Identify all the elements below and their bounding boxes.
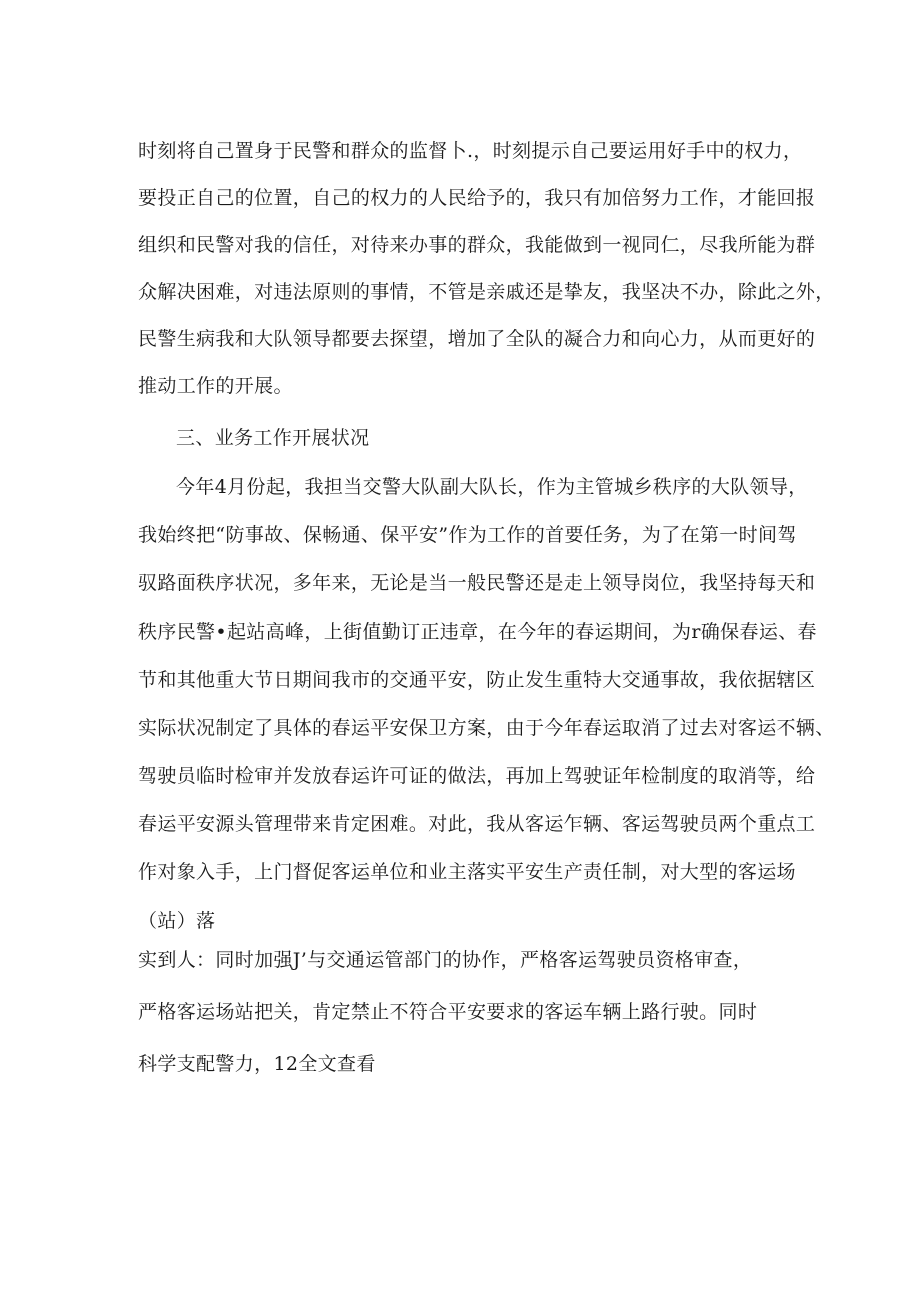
paragraph-2-line-12: 严格客运场站把关，肯定禁止不符合平安要求的客运车辆上路行驶。同时: [138, 1001, 758, 1023]
paragraph-2-line-8: 春运平安源头管理带来肯定困难。对此，我从客运乍辆、客运驾驶员两个重点工: [138, 813, 816, 835]
section-heading: 三、业务工作开展状况: [176, 427, 370, 449]
paragraph-1-line-2: 要投正自己的位置，自己的权力的人民给予的，我只有加倍努力工作，才能回报: [138, 187, 816, 209]
paragraph-2-line-4: 秩序民警•起站高峰，上街值勤订正违章，在今年的春运期间，为r确保春运、春: [138, 621, 817, 643]
read-full-text-link[interactable]: 科学支配警力，12全文查看: [138, 1053, 376, 1075]
paragraph-2-line-7: 驾驶员临时检审并发放春运许可证的做法，再加上驾驶证年检制度的取消等，给: [138, 765, 816, 787]
paragraph-2-line-9: 作对象入手，上门督促客运单位和业主落实平安生产责任制，对大型的客运场: [138, 861, 796, 883]
paragraph-1-line-3: 组织和民警对我的信任，对待来办事的群众，我能做到一视同仁，尽我所能为群: [138, 234, 816, 256]
paragraph-2-line-3: 驭路面秩序状况，多年来，无论是当一般民警还是走上领导岗位，我坚持每天和: [138, 572, 816, 594]
paragraph-1-line-1: 时刻将自己置身于民警和群众的监督卜.，时刻提示自己要运用好手中的权力，: [138, 140, 803, 162]
paragraph-2-line-10: （站）落: [138, 910, 216, 932]
paragraph-2-line-1: 今年4月份起，我担当交警大队副大队长，作为主管城乡秩序的大队领导，: [176, 476, 808, 498]
paragraph-2-line-11: 实到人：同时加强J’与交通运管部门的协作，严格客运驾驶员资格审查，: [138, 949, 753, 971]
paragraph-1-line-4: 众解决困难，对违法原则的事情，不管是亲戚还是挚友，我坚决不办，除此之外，: [138, 281, 835, 303]
paragraph-1-line-6: 推动工作的开展。: [138, 375, 293, 397]
paragraph-1-line-5: 民警生病我和大队领导都要去探望，增加了全队的凝合力和向心力，从而更好的: [138, 328, 816, 350]
paragraph-2-line-6: 实际状况制定了具体的春运平安保卫方案，由于今年春运取消了过去对客运不辆、: [138, 717, 835, 739]
paragraph-2-line-5: 节和其他重大节日期间我市的交通平安，防止发生重特大交通事故，我依据辖区: [138, 669, 816, 691]
paragraph-2-line-2: 我始终把“防事故、保畅通、保平安”作为工作的首要任务，为了在第一时间驾: [138, 524, 797, 546]
